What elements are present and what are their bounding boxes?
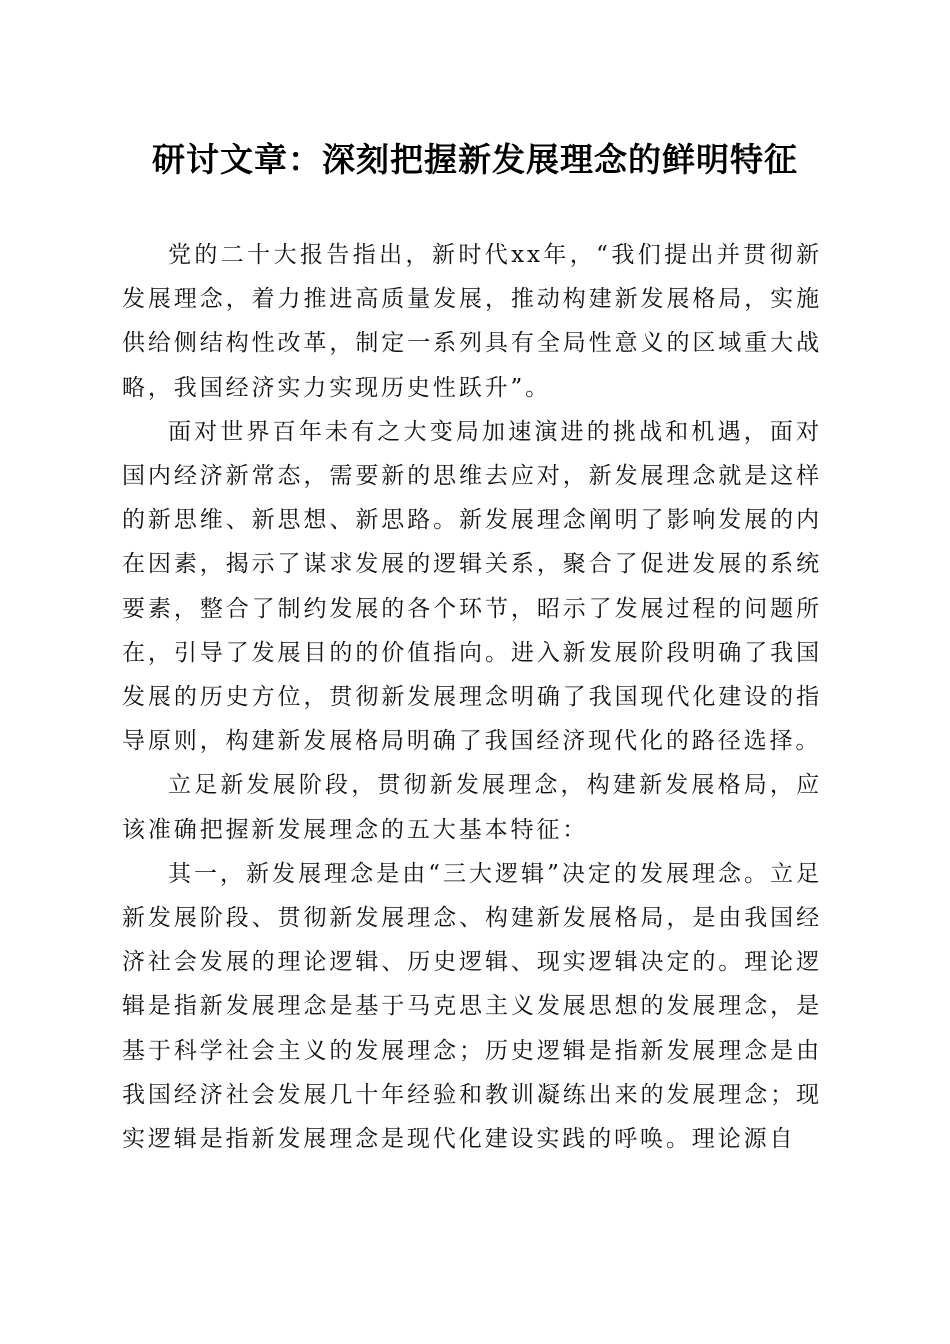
paragraph: 党的二十大报告指出，新时代xx年，“我们提出并贯彻新发展理念，着力推进高质量发展，推动构建新发展格局，实施供给侧结构性改革，制定一系列具有全局性意义的区域重大战略，我国经济实力实现历史性跃升”。 [122,242,822,401]
document-body [122,233,822,1161]
document-title: 研讨文章：深刻把握新发展理念的鲜明特征 [152,140,798,179]
paragraph: 面对世界百年未有之大变局加速演进的挑战和机遇，面对国内经济新常态，需要新的思维去应对，新发展理念就是这样的新思维、新思想、新思路。新发展理念阐明了影响发展的内在因素，揭示了谋求发展的逻辑关系，聚合了促进发展的系统要素，整合了制约发展的各个环节，昭示了发展过程的问题所在，引导了发展目的的价值指向。进入新发展阶段明确了我国发展的历史方位，贯彻新发展理念明确了我国现代化建设的指导原则，构建新发展格局明确了我国经济现代化的路径选择。 [122,418,822,755]
paragraph: 立足新发展阶段，贯彻新发展理念，构建新发展格局，应该准确把握新发展理念的五大基本特征： [122,772,822,843]
paragraph: 其一，新发展理念是由“三大逻辑”决定的发展理念。立足新发展阶段、贯彻新发展理念、构建新发展格局，是由我国经济社会发展的理论逻辑、历史逻辑、现实逻辑决定的。理论逻辑是指新发展理念是基于马克思主义发展思想的发展理念，是基于科学社会主义的发展理念；历史逻辑是指新发展理念是由我国经济社会发展几十年经验和教训凝练出来的发展理念；现实逻辑是指新发展理念是现代化建设实践的呼唤。理论源自 [122,860,822,1153]
